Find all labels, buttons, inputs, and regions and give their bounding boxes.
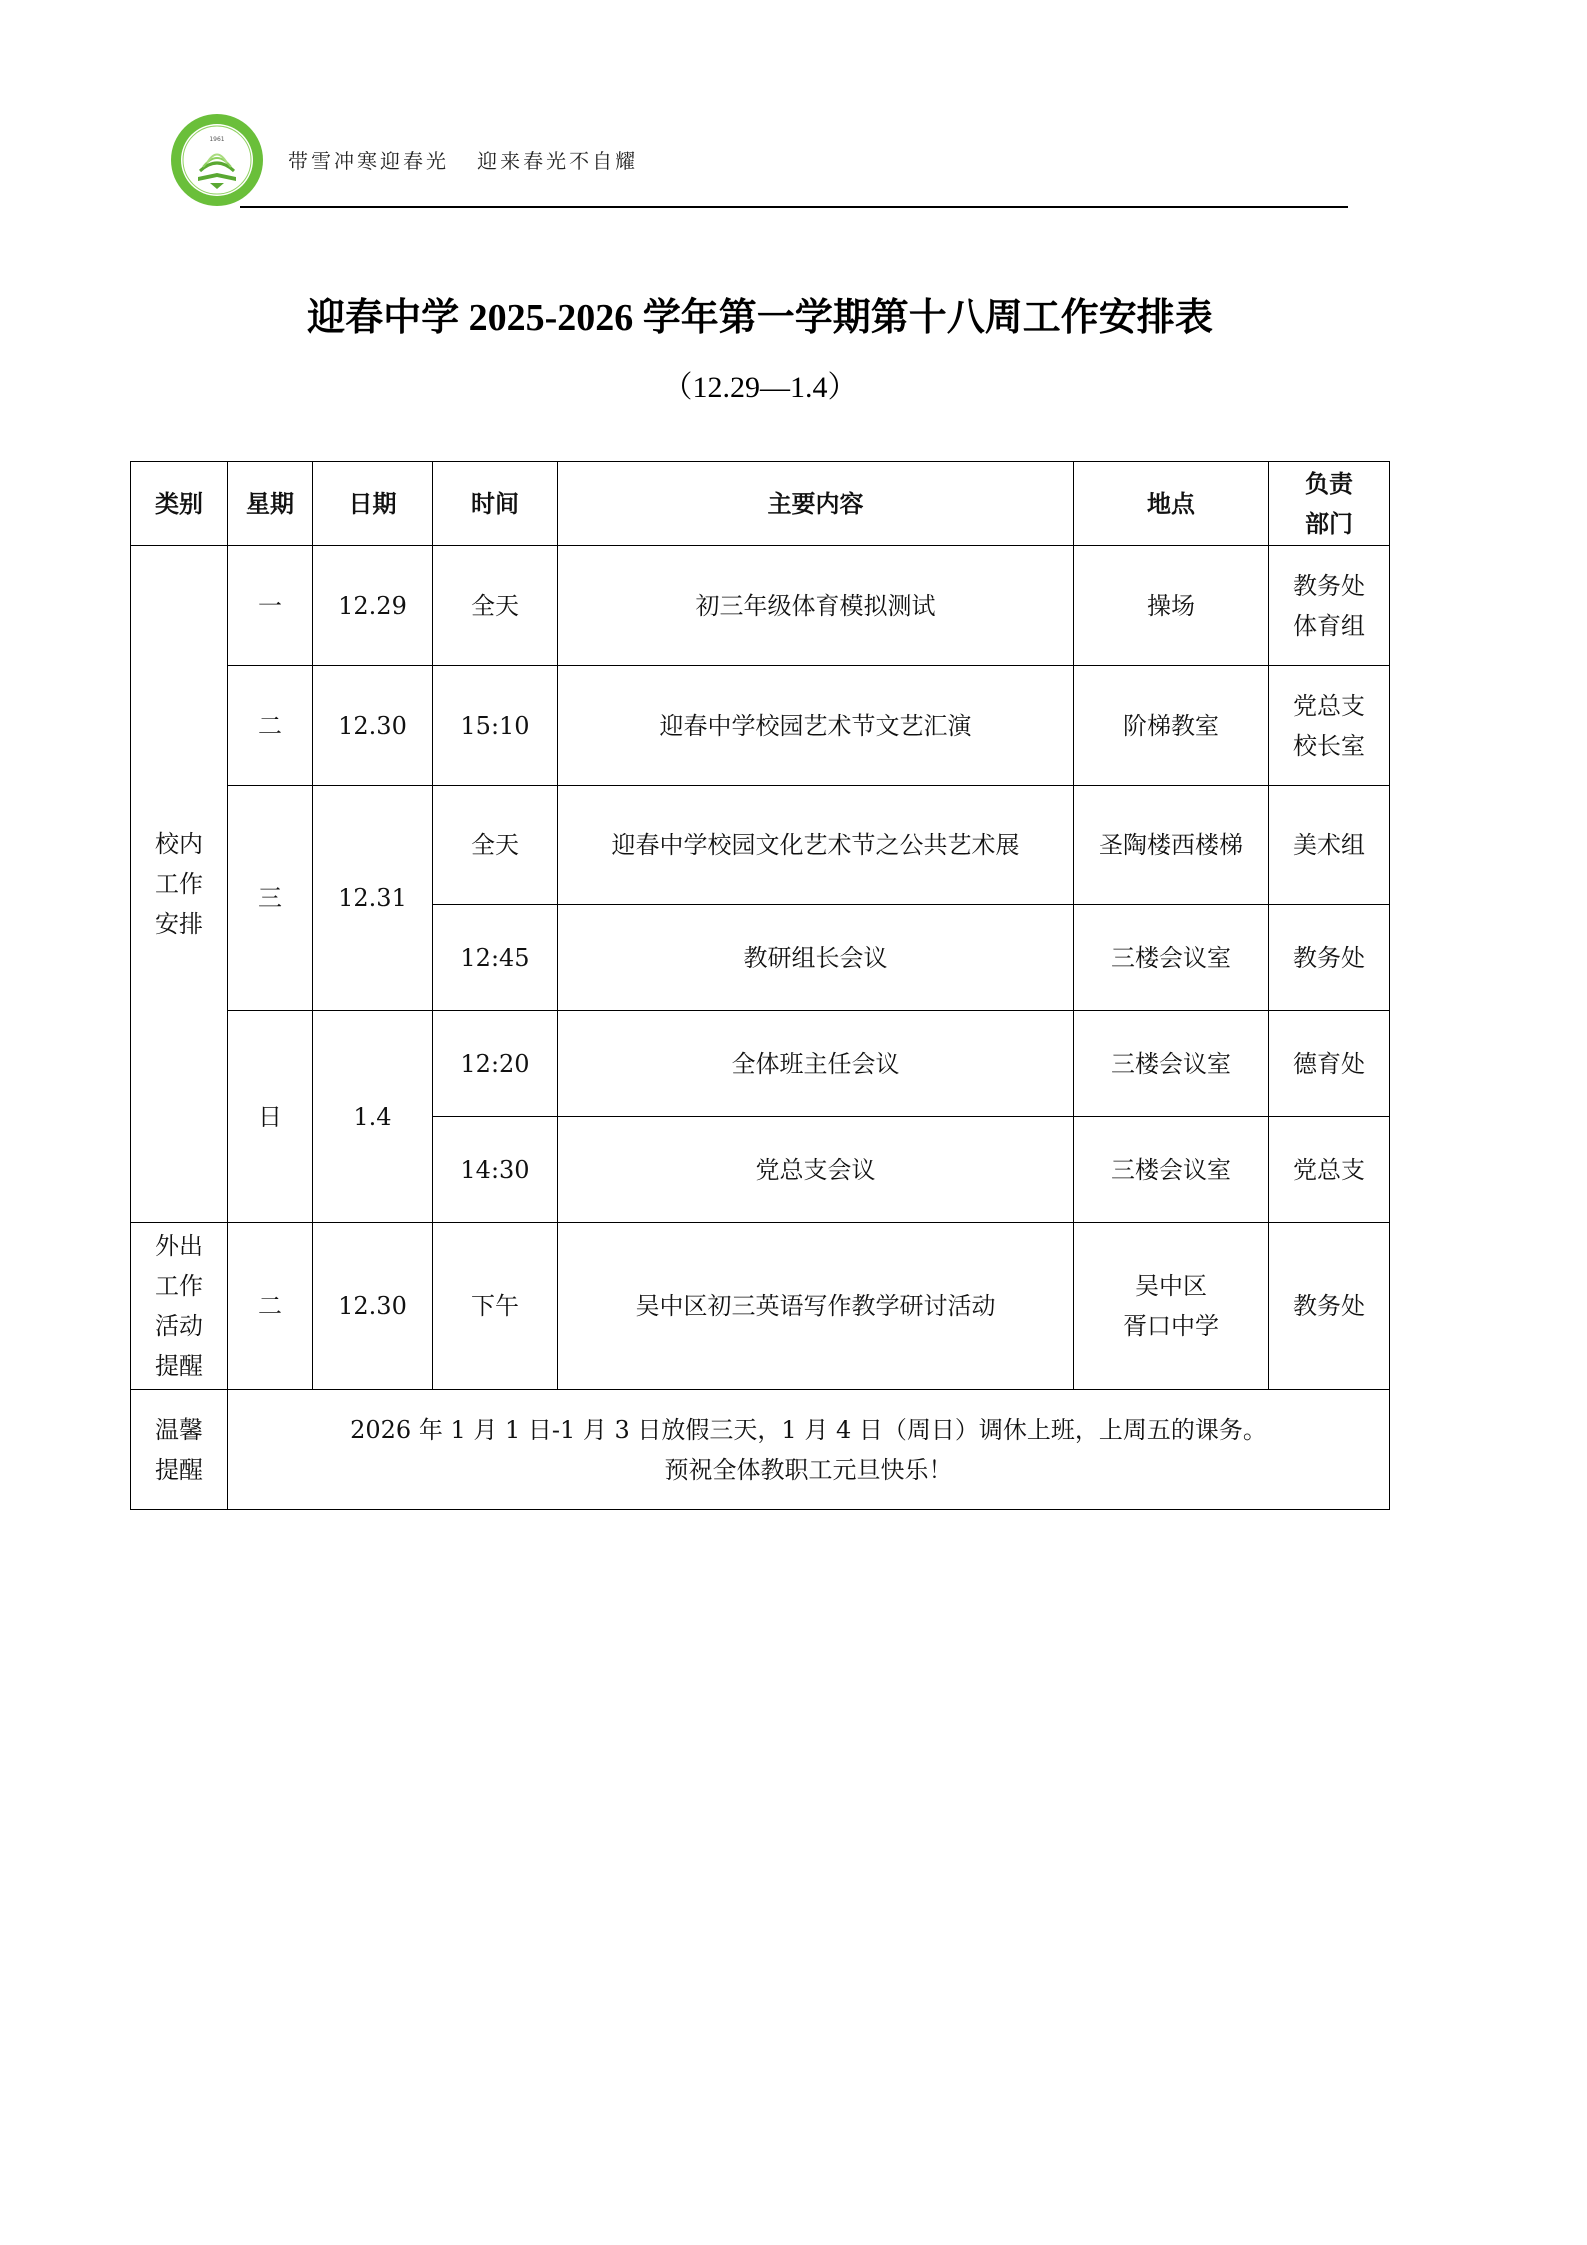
weekday-cell: 三 <box>228 786 313 1011</box>
table-row <box>131 1011 1390 1117</box>
location-cell: 吴中区 胥口中学 <box>1074 1223 1269 1390</box>
weekday-cell: 日 <box>228 1011 313 1223</box>
location-cell: 圣陶楼西楼梯 <box>1074 786 1269 905</box>
department-cell: 教务处 体育组 <box>1269 546 1390 666</box>
table-row <box>131 1223 1390 1390</box>
location-cell: 操场 <box>1074 546 1269 666</box>
time-cell: 12:45 <box>433 905 558 1011</box>
table-row <box>131 546 1390 666</box>
column-header-weekday: 星期 <box>228 462 313 546</box>
date-cell: 12.31 <box>313 786 433 1011</box>
time-cell: 12:20 <box>433 1011 558 1117</box>
location-cell: 三楼会议室 <box>1074 1117 1269 1223</box>
work-schedule-table <box>130 461 1390 1510</box>
school-slogan: 带雪冲寒迎春光 迎来春光不自耀 <box>288 149 639 173</box>
page-title: 迎春中学 2025-2026 学年第一学期第十八周工作安排表 <box>307 297 1213 339</box>
table-row <box>131 666 1390 786</box>
column-header-category: 类别 <box>131 462 228 546</box>
location-cell: 阶梯教室 <box>1074 666 1269 786</box>
school-emblem-icon <box>170 113 264 207</box>
location-cell: 三楼会议室 <box>1074 905 1269 1011</box>
department-cell: 党总支 校长室 <box>1269 666 1390 786</box>
time-cell: 下午 <box>433 1223 558 1390</box>
svg-text:1961: 1961 <box>209 136 225 143</box>
date-range-subtitle: （12.29—1.4） <box>662 371 858 404</box>
date-cell: 12.29 <box>313 546 433 666</box>
content-cell: 迎春中学校园艺术节文艺汇演 <box>558 666 1074 786</box>
date-cell: 1.4 <box>313 1011 433 1223</box>
department-cell: 美术组 <box>1269 786 1390 905</box>
school-logo <box>170 113 264 207</box>
weekday-cell: 二 <box>228 1223 313 1390</box>
date-cell: 12.30 <box>313 666 433 786</box>
weekday-cell: 一 <box>228 546 313 666</box>
department-cell: 德育处 <box>1269 1011 1390 1117</box>
date-cell: 12.30 <box>313 1223 433 1390</box>
time-cell: 14:30 <box>433 1117 558 1223</box>
content-cell: 教研组长会议 <box>558 905 1074 1011</box>
department-cell: 党总支 <box>1269 1117 1390 1223</box>
table-row <box>131 786 1390 905</box>
category-cell: 温馨 提醒 <box>131 1390 228 1510</box>
content-cell: 吴中区初三英语写作教学研讨活动 <box>558 1223 1074 1390</box>
notice-content-cell: 2026 年 1 月 1 日-1 月 3 日放假三天，1 月 4 日（周日）调休上班，上周五的课务。 预祝全体教职工元旦快乐！ <box>228 1390 1390 1510</box>
time-cell: 全天 <box>433 786 558 905</box>
column-header-department: 负责 部门 <box>1269 462 1390 546</box>
content-cell: 初三年级体育模拟测试 <box>558 546 1074 666</box>
time-cell: 15:10 <box>433 666 558 786</box>
column-header-time: 时间 <box>433 462 558 546</box>
column-header-content: 主要内容 <box>558 462 1074 546</box>
time-cell: 全天 <box>433 546 558 666</box>
location-cell: 三楼会议室 <box>1074 1011 1269 1117</box>
content-cell: 全体班主任会议 <box>558 1011 1074 1117</box>
category-cell: 校内 工作 安排 <box>131 546 228 1223</box>
content-cell: 党总支会议 <box>558 1117 1074 1223</box>
column-header-location: 地点 <box>1074 462 1269 546</box>
department-cell: 教务处 <box>1269 1223 1390 1390</box>
category-cell: 外出 工作 活动 提醒 <box>131 1223 228 1390</box>
content-cell: 迎春中学校园文化艺术节之公共艺术展 <box>558 786 1074 905</box>
table-header-row <box>131 462 1390 546</box>
column-header-date: 日期 <box>313 462 433 546</box>
header-divider <box>240 206 1348 208</box>
department-cell: 教务处 <box>1269 905 1390 1011</box>
notice-row <box>131 1390 1390 1510</box>
weekday-cell: 二 <box>228 666 313 786</box>
